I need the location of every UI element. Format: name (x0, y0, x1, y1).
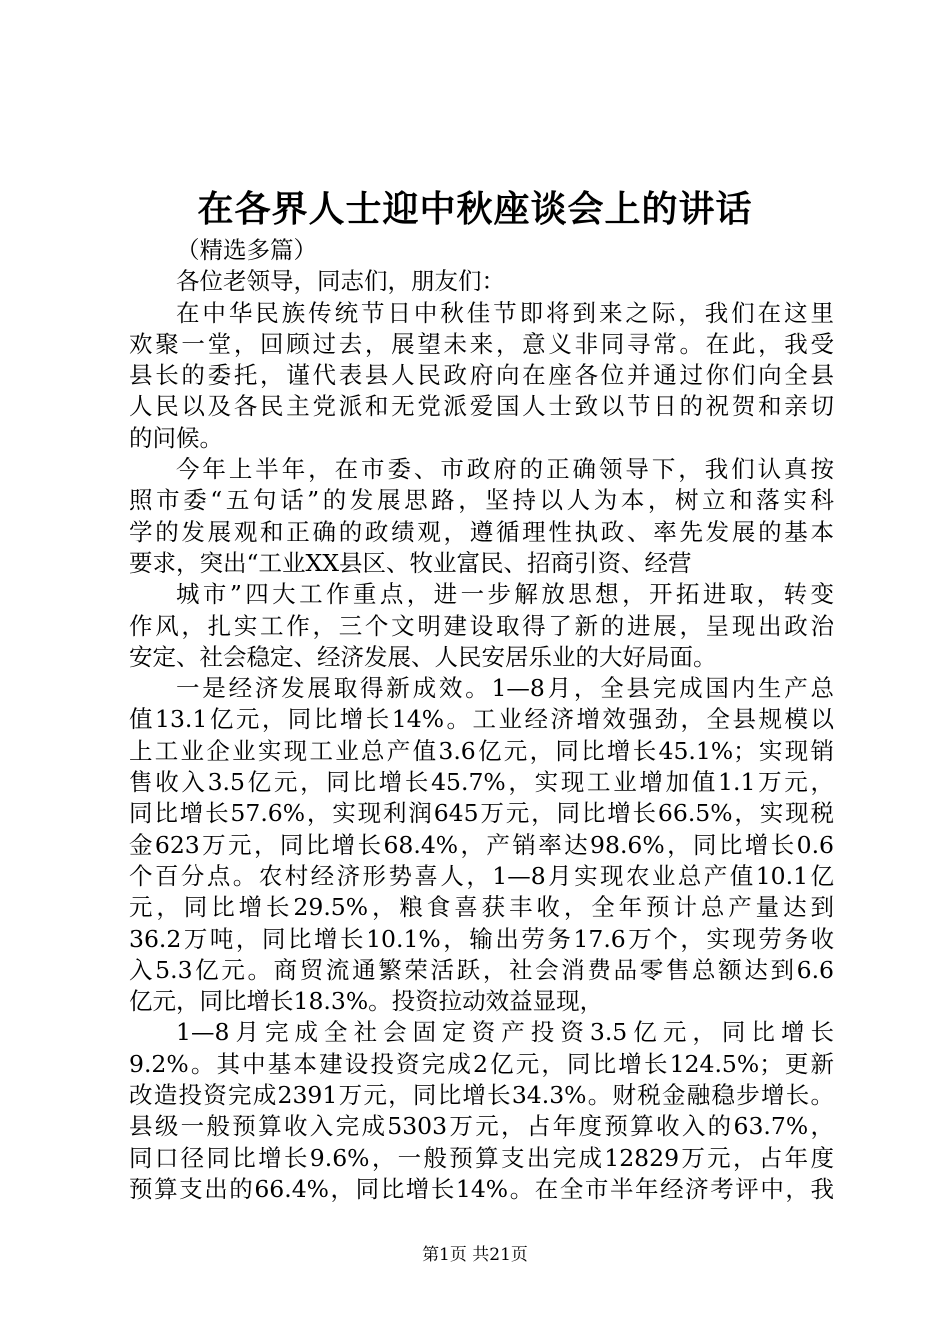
text-line: 作风，扎实工作，三个文明建设取得了新的进展，呈现出政治 (129, 611, 834, 640)
text-line: 县级一般预算收入完成5303万元，占年度预算收入的63.7%， (129, 1112, 834, 1141)
text-line: 元，同比增长29.5%，粮食喜获丰收，全年预计总产量达到 (129, 893, 834, 922)
text-line: 学的发展观和正确的政绩观，遵循理性执政、率先发展的基本 (129, 517, 834, 546)
text-line: 安定、社会稳定、经济发展、人民安居乐业的大好局面。 (129, 642, 717, 671)
text-line: 的问候。 (129, 423, 223, 452)
text-line: 要求，突出“工业XX县区、牧业富民、招商引资、经营 (129, 548, 692, 577)
document-body (129, 235, 834, 1205)
text-line: 亿元，同比增长18.3%。投资拉动效益显现， (129, 987, 604, 1016)
text-line: 预算支出的66.4%，同比增长14%。在全市半年经济考评中，我 (129, 1174, 834, 1203)
text-line: 36.2万吨，同比增长10.1%，输出劳务17.6万个，实现劳务收 (129, 924, 834, 953)
text-line: 9.2%。其中基本建设投资完成2亿元，同比增长124.5%；更新 (129, 1049, 834, 1078)
text-line: 售收入3.5亿元，同比增长45.7%，实现工业增加值1.1万元， (129, 768, 834, 797)
text-line: 金623万元，同比增长68.4%，产销率达98.6%，同比增长0.6 (129, 830, 834, 859)
text-line: 各位老领导，同志们，朋友们： (176, 267, 505, 296)
text-line: 在中华民族传统节日中秋佳节即将到来之际，我们在这里 (176, 298, 834, 327)
text-line: （精选多篇） (176, 236, 317, 264)
text-line: 个百分点。农村经济形势喜人，1—8月实现农业总产值10.1亿 (129, 861, 834, 890)
page-footer: 第1页 共21页 (422, 1245, 528, 1265)
text-line: 上工业企业实现工业总产值3.6亿元，同比增长45.1%；实现销 (129, 736, 834, 765)
text-line: 县长的委托，谨代表县人民政府向在座各位并通过你们向全县 (129, 361, 834, 390)
text-line: 一是经济发展取得新成效。1—8月，全县完成国内生产总 (176, 674, 834, 703)
text-line: 人民以及各民主党派和无党派爱国人士致以节日的祝贺和亲切 (129, 392, 834, 421)
text-line: 今年上半年，在市委、市政府的正确领导下，我们认真按 (176, 455, 834, 484)
text-line: 同口径同比增长9.6%，一般预算支出完成12829万元，占年度 (129, 1143, 834, 1172)
text-line: 1—8月完成全社会固定资产投资3.5亿元，同比增长 (176, 1018, 834, 1047)
text-line: 城市”四大工作重点，进一步解放思想，开拓进取，转变 (176, 580, 834, 609)
text-line: 同比增长57.6%，实现利润645万元，同比增长66.5%，实现税 (129, 799, 834, 828)
text-line: 欢聚一堂，回顾过去，展望未来，意义非同寻常。在此，我受 (129, 329, 834, 358)
text-line: 改造投资完成2391万元，同比增长34.3%。财税金融稳步增长。 (129, 1081, 834, 1110)
text-line: 照市委“五句话”的发展思路，坚持以人为本，树立和落实科 (129, 486, 834, 515)
text-line: 值13.1亿元，同比增长14%。工业经济增效强劲，全县规模以 (129, 705, 834, 734)
text-line: 入5.3亿元。商贸流通繁荣活跃，社会消费品零售总额达到6.6 (129, 955, 834, 984)
document-title: 在各界人士迎中秋座谈会上的讲话 (197, 188, 753, 230)
